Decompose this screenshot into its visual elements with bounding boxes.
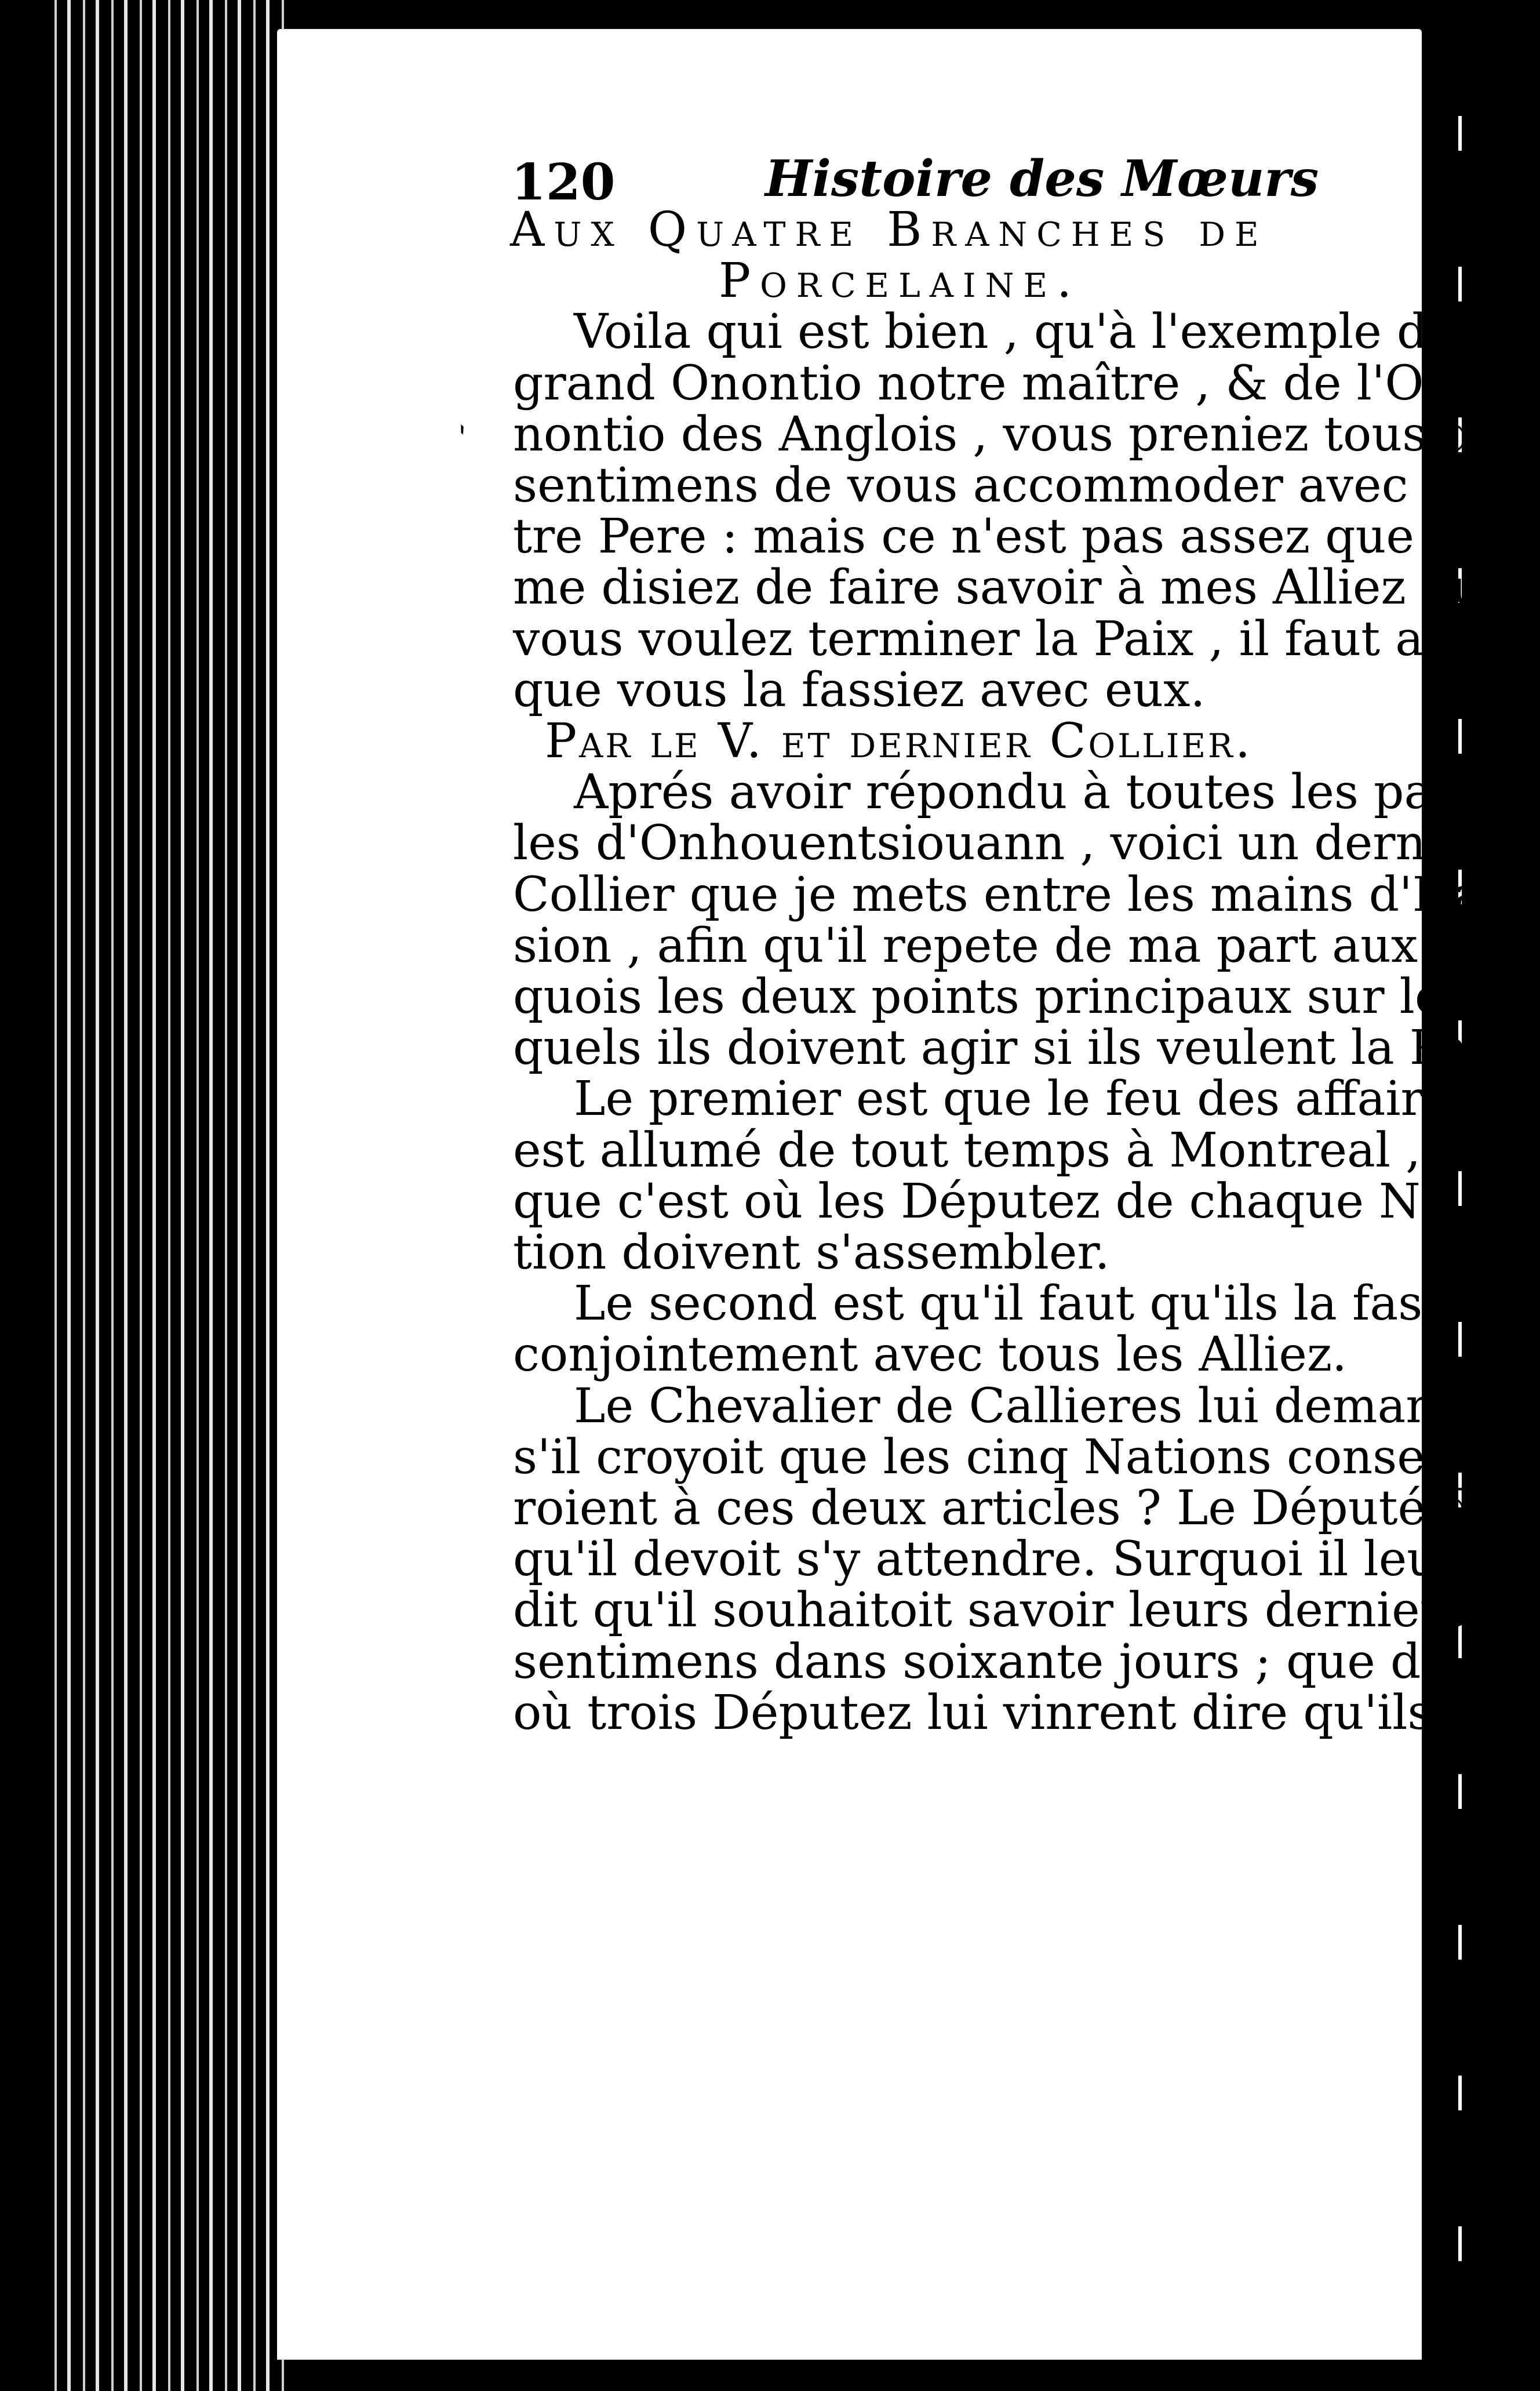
text-line: les d'Onhouentsiouann , voici un dernier (513, 816, 1492, 871)
text-line: quels ils doivent agir si ils veulent la Paix. (513, 1020, 1525, 1076)
text-line: sentimens dans soixante jours ; que deux (513, 1634, 1506, 1689)
binding-shadow (0, 0, 46, 2391)
page-number: 120 (511, 153, 616, 212)
text-line: est allumé de tout temps à Montreal , & (513, 1122, 1479, 1178)
collier-heading: Par le V. et dernier Collier. (545, 714, 1253, 769)
text-line: dit qu'il souhaitoit savoir leurs derniers (513, 1583, 1467, 1638)
section-heading: Aux Quatre Branches de (510, 202, 1268, 257)
text-line: sentimens de vous accommoder avec vo. (513, 458, 1493, 514)
text-line: nontio des Anglois , vous preniez tous des (513, 406, 1525, 462)
running-title: Histoire des Mœurs (765, 150, 1319, 208)
text-line: que vous la fassiez avec eux. (513, 662, 1206, 718)
text-line: qu'il devoit s'y attendre. Surquoi il leur (513, 1532, 1461, 1587)
text-line: s'il croyoit que les cinq Nations consenti. (513, 1429, 1505, 1485)
text-line: vous voulez terminer la Paix , il faut aussi (513, 611, 1519, 667)
text-line: Voila qui est bien , qu'à l'exemple du (574, 304, 1458, 360)
margin-tick-mark: ˋ (435, 419, 475, 462)
text-line: roient à ces deux articles ? Le Député dit (513, 1481, 1506, 1536)
text-line: que c'est où les Députez de chaque Na. (513, 1173, 1464, 1229)
paragraph-5 (232, 1378, 1506, 1740)
page-content (232, 150, 1540, 1740)
text-line: tion doivent s'assembler. (513, 1225, 1110, 1281)
text-line: Aprés avoir répondu à toutes les paro. (574, 765, 1498, 820)
text-line: Collier que je mets entre les mains d'Hart. (513, 867, 1539, 922)
text-line: conjointement avec tous les Alliez. (513, 1327, 1348, 1383)
text-line: où trois Députez lui vinrent dire qu'ils (513, 1685, 1432, 1740)
paragraph-2 (232, 765, 1539, 1076)
text-line: tre Pere : mais ce n'est pas assez que vous (513, 509, 1540, 565)
text-line: Le second est qu'il faut qu'ils la fassent (574, 1276, 1525, 1332)
paragraph-1 (232, 304, 1540, 718)
paragraph-3 (232, 1071, 1479, 1281)
text-line: quois les deux points principaux sur les. (513, 969, 1483, 1025)
page-header (232, 150, 1426, 212)
text-line: Le Chevalier de Callieres lui demanda (574, 1378, 1495, 1434)
section-heading-continued: Porcelaine. (719, 253, 1082, 309)
text-line: grand Onontio notre maître , & de l'O. (513, 355, 1436, 411)
text-line: Le premier est que le feu des affaires (574, 1071, 1476, 1127)
paragraph-4 (232, 1276, 1525, 1383)
text-line: sion , afin qu'il repete de ma part aux Iro. (513, 918, 1517, 973)
text-line: me disiez de faire savoir à mes Alliez que (513, 560, 1510, 616)
